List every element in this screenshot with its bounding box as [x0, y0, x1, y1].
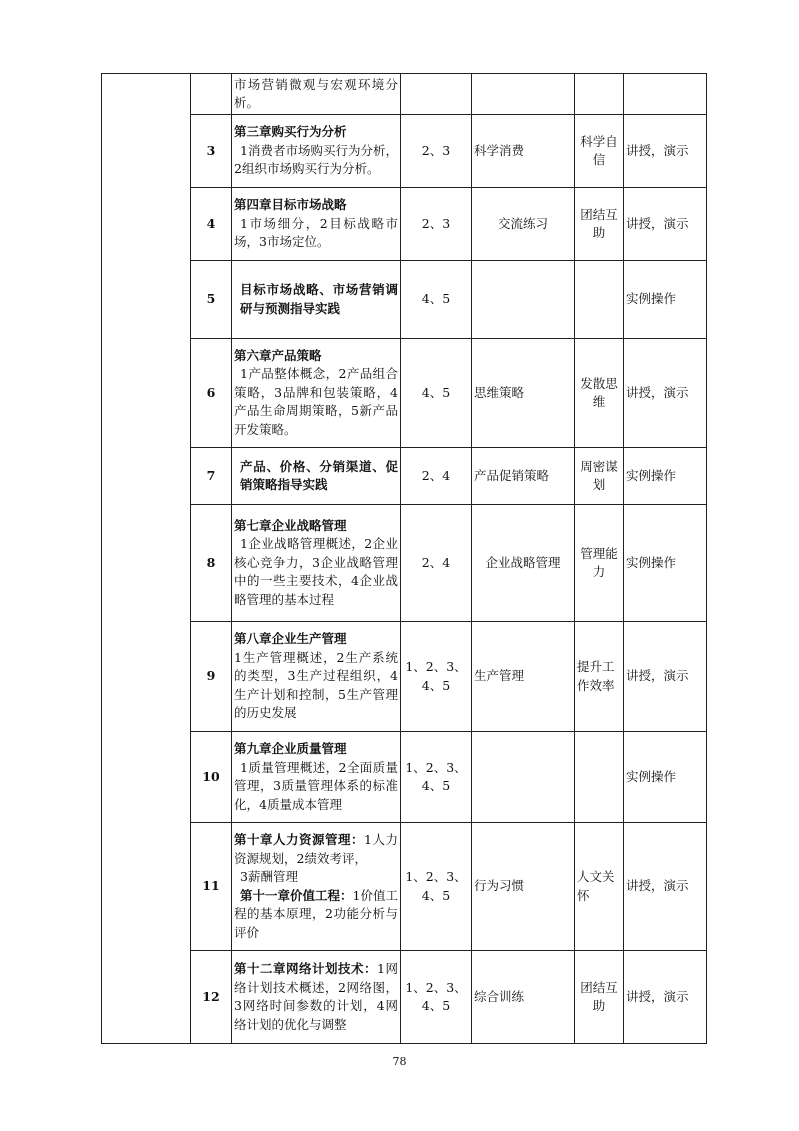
syllabus-table [101, 73, 707, 1044]
row-value: 团结互助 [575, 951, 624, 1044]
row-teaching: 讲授，演示 [624, 339, 707, 448]
row-method: 企业战略管理 [472, 505, 575, 622]
row-method: 行为习惯 [472, 823, 575, 951]
row-hours: 4、5 [401, 261, 472, 339]
row-content [232, 448, 401, 505]
row-method: 产品促销策略 [472, 448, 575, 505]
row-hours: 2、4 [401, 505, 472, 622]
chapter-title: 第十二章网络计划技术： [234, 961, 378, 976]
row-teaching: 实例操作 [624, 261, 707, 339]
row-method: 科学消费 [472, 115, 575, 188]
row-number: 6 [191, 339, 232, 448]
table-row [102, 505, 707, 622]
row-value: 人文关怀 [575, 823, 624, 951]
row-value [575, 74, 624, 115]
row-number: 9 [191, 622, 232, 732]
chapter-title: 第八章企业生产管理 [234, 631, 347, 647]
content-text: 1市场细分，2目标战略市场，3市场定位。 [234, 215, 398, 250]
table-row [102, 951, 707, 1044]
chapter-title: 第九章企业质量管理 [234, 741, 347, 756]
content-text: 1生产管理概述，2生产系统的类型，3生产过程组织，4生产计划和控制，5生产管理的历史发展 [234, 649, 398, 721]
row-value: 管理能力 [575, 505, 624, 622]
practice-title: 产品、价格、分销渠道、促销策略指导实践 [240, 458, 398, 492]
row-number: 12 [191, 951, 232, 1044]
row-value: 科学自信 [575, 115, 624, 188]
row-hours: 2、3 [401, 115, 472, 188]
row-teaching: 实例操作 [624, 732, 707, 823]
row-hours: 2、3 [401, 188, 472, 261]
row-hours: 2、4 [401, 448, 472, 505]
row-hours: 1、2、3、4、5 [401, 622, 472, 732]
table-row [102, 188, 707, 261]
content-text-2: 3薪酬管理 [240, 869, 298, 884]
row-value: 周密谋划 [575, 448, 624, 505]
row-teaching: 实例操作 [624, 448, 707, 505]
row-method: 生产管理 [472, 622, 575, 732]
row-value [575, 732, 624, 823]
chapter-title: 第七章企业战略管理 [234, 517, 347, 533]
table-row [102, 115, 707, 188]
row-method: 思维策略 [472, 339, 575, 448]
content-text: 1消费者市场购买行为分析，2组织市场购买行为分析。 [234, 142, 398, 177]
chapter-title: 第六章产品策略 [234, 347, 322, 363]
row-hours: 1、2、3、4、5 [401, 951, 472, 1044]
row-method [472, 261, 575, 339]
row-method [472, 74, 575, 115]
chapter-title: 第四章目标市场战略 [234, 197, 347, 213]
row-value: 提升工作效率 [575, 622, 624, 732]
page-number: 78 [392, 1055, 407, 1068]
row-number: 11 [191, 823, 232, 951]
row-content [232, 622, 401, 732]
row-number: 5 [191, 261, 232, 339]
row-value [575, 261, 624, 339]
row-hours [401, 74, 472, 115]
blank-merged-cell [102, 74, 191, 1044]
row-number: 3 [191, 115, 232, 188]
content-text: 1产品整体概念，2产品组合策略，3品牌和包装策略，4产品生命周期策略，5新产品开发策略。 [234, 366, 398, 437]
table-row [102, 261, 707, 339]
table-row [102, 732, 707, 823]
row-teaching: 讲授，演示 [624, 115, 707, 188]
table-row [102, 74, 707, 115]
row-content [232, 188, 401, 261]
row-teaching: 讲授，演示 [624, 188, 707, 261]
row-number: 4 [191, 188, 232, 261]
row-hours: 4、5 [401, 339, 472, 448]
table-row [102, 339, 707, 448]
chapter-title: 第三章购买行为分析 [234, 124, 347, 140]
row-value: 发散思维 [575, 339, 624, 448]
row-number: 8 [191, 505, 232, 622]
table-row [102, 823, 707, 951]
row-number: 7 [191, 448, 232, 505]
content-text: 1企业战略管理概述，2企业核心竞争力，3企业战略管理中的一些主要技术，4企业战略管理的基本过程 [234, 536, 398, 607]
row-method [472, 732, 575, 823]
content-text: 1人力资源规划，2绩效考评， [234, 832, 398, 866]
row-content [232, 951, 401, 1044]
row-hours: 1、2、3、4、5 [401, 732, 472, 823]
row-content [232, 339, 401, 448]
row-hours: 1、2、3、4、5 [401, 823, 472, 951]
row-content [232, 74, 401, 115]
row-method: 综合训练 [472, 951, 575, 1044]
table-row [102, 622, 707, 732]
practice-title: 目标市场战略、市场营销调研与预测指导实践 [240, 282, 398, 316]
table-row [102, 448, 707, 505]
content-text: 1网络计划技术概述，2网络图，3网络时间参数的计划，4网络计划的优化与调整 [234, 961, 398, 1032]
content-text: 市场营销微观与宏观环境分析。 [234, 76, 398, 110]
chapter-title-2: 第十一章价值工程： [240, 887, 353, 903]
row-method: 交流练习 [472, 188, 575, 261]
row-content [232, 732, 401, 823]
row-teaching: 讲授，演示 [624, 622, 707, 732]
row-content [232, 115, 401, 188]
row-value: 团结互助 [575, 188, 624, 261]
row-teaching: 讲授，演示 [624, 823, 707, 951]
content-text: 1质量管理概述，2全面质量管理，3质量管理体系的标准化，4质量成本管理 [234, 759, 398, 812]
chapter-title: 第十章人力资源管理： [234, 832, 365, 847]
row-number: 10 [191, 732, 232, 823]
row-teaching: 实例操作 [624, 505, 707, 622]
row-content [232, 261, 401, 339]
row-content [232, 823, 401, 951]
content-text-3: 1价值工程的基本原理，2功能分析与评价 [234, 887, 398, 940]
row-teaching [624, 74, 707, 115]
row-teaching: 讲授，演示 [624, 951, 707, 1044]
row-number [191, 74, 232, 115]
row-content [232, 505, 401, 622]
